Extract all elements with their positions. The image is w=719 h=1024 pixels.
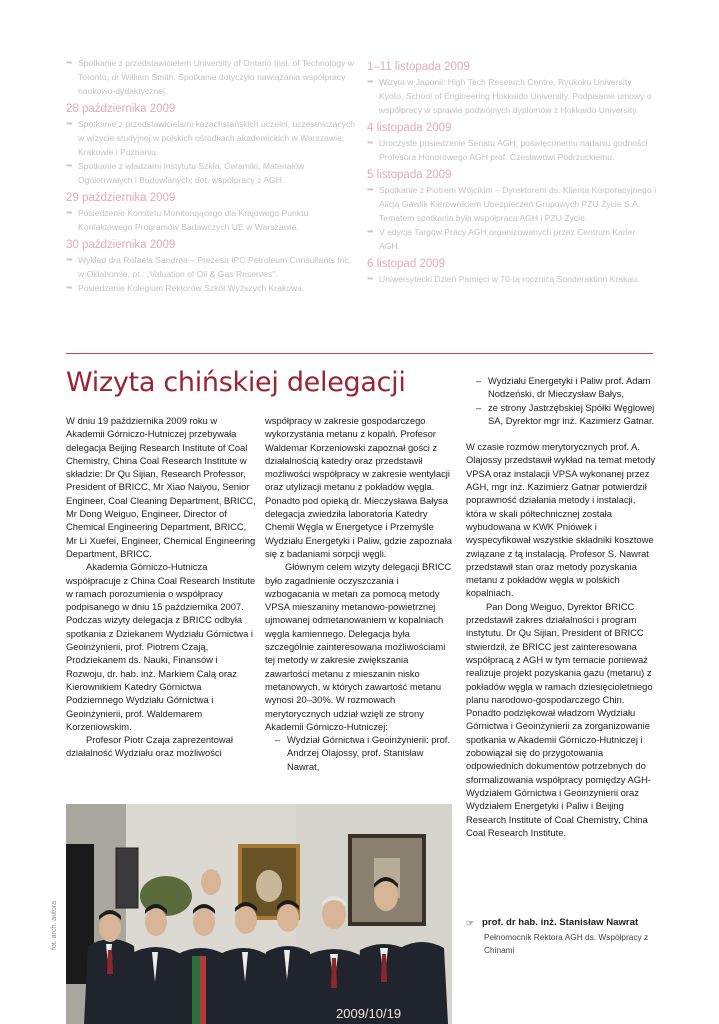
calendar-entry-text: Spotkanie z władzami Instytutu Szkła, Ceramiki, Materiałów Ogniotrwałych i Budowlanych; dot. współpracy z AGH.	[78, 161, 305, 185]
bullet-arrow-icon: ➥	[66, 58, 73, 67]
pointing-hand-icon: ☞	[466, 918, 475, 928]
author-role: Pełnomocnik Rektora AGH ds. Współpracy z Chinami	[484, 932, 649, 955]
calendar-right-column	[367, 56, 657, 286]
calendar-entry-text: Wykład dra Rafaela Sandrea – Prezesa IPC Petroleum Consultants Inc. w Oklahomie, pt.: „Valuation of Oil & Gas Reserves”.	[78, 255, 352, 279]
calendar-entry	[367, 183, 657, 225]
article-column-1	[66, 414, 256, 760]
participant-text: Wydziału Energetyki i Paliw prof. Adam Nodzeński, dr Mieczysław Bałys,	[488, 375, 651, 400]
article-column-3	[466, 374, 656, 839]
bullet-arrow-icon: ➥	[66, 208, 73, 217]
list-dash: –	[275, 734, 281, 746]
participant-list-item	[466, 401, 656, 428]
section-divider	[66, 353, 653, 354]
calendar-entry-text: Uroczyste posiedzenie Senatu AGH, poświęconemu nadaniu godności Profesora Honorowego AGH prof. Czesławowi Podrzuckiemu.	[379, 138, 648, 162]
calendar-entry-text: Spotkanie z przedstawicielem University of Ontario Inst. of Technology w Toronto, dr William Smith. Spotkanie dotyczyło nawiązania współpracy naukowo-dydaktycznej.	[78, 58, 354, 96]
calendar-date-heading: 28 października 2009	[66, 103, 176, 115]
bullet-arrow-icon: ➥	[367, 77, 374, 86]
calendar-entry	[66, 159, 356, 187]
article-title: Wizyta chińskiej delegacji	[66, 367, 406, 398]
calendar-entry-text: V edycja Targów Pracy AGH organizowanych przez Centrum Karier AGH.	[379, 227, 636, 251]
calendar-date-heading: 6 listopad 2009	[367, 258, 446, 270]
participant-list-item	[466, 374, 656, 401]
calendar-left-column	[66, 56, 356, 295]
article-paragraph: W czasie rozmów merytorycznych prof. A. Olajossy przedstawił wykład na temat metody VPSA oraz instalacji VPSA wykonanej przez AGH, mgr inż. Kazimierz Gatnar potwierdził poprawność działania metody i instalacji, która w skali półtechnicznej została wybudowana w KWK Pniówek i wyspecyfikował wszystkie składniki kosztowe związane z tą instalacją. Profesor S. Nawrat przedstawił stan oraz metody pozyskania metanu z pokładów węgla w polskich kopalniach.	[466, 441, 656, 599]
photo-date-stamp: 2009/10/19	[336, 1006, 402, 1021]
calendar-entry-text: Wizyta w Japonii: High Tech Research Centre, Ryukoku University Kyoto, School of Engineering Hokkaido University. Podpisanie umowy o współpracy w sprawie podwójnych dyplomów z Hokkaido University.	[379, 77, 652, 115]
calendar-entry	[367, 75, 657, 117]
calendar-date-heading: 30 października 2009	[66, 239, 176, 251]
participant-text: ze strony Jastrzębskiej Spółki Węglowej SA, Dyrektor mgr inż. Kazimierz Gatnar.	[488, 401, 655, 426]
calendar-entry	[66, 206, 356, 234]
calendar-entry	[66, 117, 356, 159]
article-paragraph: Pan Dong Weiguo, Dyrektor BRICC przedstawił zakres działalności i program instytutu. Dr Qu Sijian, President of BRICC stwierdził, że BRICC jest zainteresowana współpracą z AGH w tym temacie ponieważ realizuje projekt pozyskania gazu (metanu) z pokładów węgla w ramach dziesięcioletniego planu narodowo-gospodarczego Chin. Ponadto podziękował władzom Wydziału Górnictwa i Geoinżynierii za zorganizowanie spotkania w Akademii Górniczo-Hutniczej i zobowiązał się do przygotowania odpowiednich dokumentów potrzebnych do sformalizowania współpracy pomiędzy AGH-Wydziałem Górnictwa i Geoinżynierii oraz Wydziałem Energetyki i Paliw i Beijing Research Institute of Coal Chemistry, China Coal Research Institute.	[466, 600, 653, 838]
calendar-entry	[367, 225, 657, 253]
article-paragraph: Akademia Górniczo-Hutnicza współpracuje z China Coal Research Institute w ramach porozumienia o współpracy podpisanego w dniu 15 października 2007. Podczas wizyty delegacja z BRICC odbyła spotkania z Dziekanem Wydziału Górnictwa i Geoinżynierii, prof. Piotrem Czają, Prodziekanem ds. Nauki, Finansów i Rozwoju, dr. hab. inż. Markiem Calą oraz Kierownikiem Katedry Górnictwa Podziemnego Wydziału Górnictwa i Geoinżynierii, prof. Waldemarem Korzeniowskim.	[66, 561, 256, 732]
participant-text: Wydział Górnictwa i Geoinżynierii: prof. Andrzej Olajossy, prof. Stanisław Nawrat,	[287, 734, 450, 772]
author-signature	[466, 916, 666, 956]
calendar-date-heading: 29 października 2009	[66, 192, 176, 204]
bullet-arrow-icon: ➥	[367, 185, 374, 194]
bullet-arrow-icon: ➥	[367, 274, 374, 283]
photo-credit: fot. arch. autora	[51, 900, 58, 950]
bullet-arrow-icon: ➥	[367, 138, 374, 147]
list-dash: –	[476, 401, 482, 413]
calendar-entry-text: Posiedzenie Komitetu Monitorującego dla Krajowego Punktu Kontaktowego Programów Badawczych UE w Warszawie.	[78, 208, 309, 232]
article-paragraph: Profesor Piotr Czaja zaprezentował działalność Wydziału oraz możliwości	[66, 734, 233, 759]
calendar-entry	[367, 136, 657, 164]
bullet-arrow-icon: ➥	[367, 227, 374, 236]
participant-list-item	[265, 733, 455, 773]
bullet-arrow-icon: ➥	[66, 161, 73, 170]
author-name: prof. dr hab. inż. Stanisław Nawrat	[482, 917, 639, 928]
calendar-entry	[66, 253, 356, 281]
bullet-arrow-icon: ➥	[66, 119, 73, 128]
calendar-entry-text: Posiedzenie Kolegium Rektorów Szkół Wyższych Krakowa.	[78, 283, 305, 293]
calendar-entry-text: Spotkanie z Piotrem Wójcikim – Dyrektorem ds. Klienta Korporacyjnego i Alicją Gawlik Kierownikiem Ubezpieczeń Grupowych PZU Życie S.A. Tematem spotkania była współpraca AGH i PZU Życie.	[379, 185, 657, 223]
article-paragraph: W dniu 19 października 2009 roku w Akademii Górniczo-Hutniczej przebywała delegacja Beijing Research Institute of Coal Chemistry, China Coal Research Institute w składzie: Dr Qu Sijian, Research Professor, President of BRICC, Mr Xiao Naiyou, Senior Engineer, Coal Cleaning Department, BRICC, Mr Dong Weiguo, Engineer, Director of Chemical Engineering Department, BRICC, Mr Li Xuefei, Engineer, Chemical Engineering Department, BRICC.	[66, 415, 256, 559]
article-paragraph: współpracy w zakresie gospodarczego wykorzystania metanu z kopalń. Profesor Waldemar Korzeniowski zapoznał gości z działalnością katedry oraz przedstawił możliwości współpracy w zakresie wentylacji oraz utylizacji metanu z pokładów węgla. Ponadto pod opieką dr. Mieczysława Bałysa delegacja zwiedziła laboratoria Katedry Chemii Węgla w Energetyce i Przemyśle Wydziału Energetyki i Paliw, gdzie zapoznała się z badaniami sorpcji węgli.	[265, 415, 452, 559]
bullet-arrow-icon: ➥	[66, 283, 73, 292]
article-paragraph: Głównym celem wizyty delegacji BRICC było zagadnienie oczyszczania i wzbogacania w metan za pomocą metody VPSA mieszaniny metanowo-powietrznej ujmowanej odmetanowaniem w kopalniach węgla kamiennego. Delegacja była szczególnie zainteresowana możliwościami tej metody w zakresie zwiększania zawartości metanu z mieszanin nisko metanowych, w których zawartość metanu wynosi 20–30%. W rozmowach merytorycznych udział wzięli ze strony Akademii Górniczo-Hutniczej:	[265, 561, 452, 732]
article-column-2	[265, 414, 455, 773]
list-dash: –	[476, 375, 482, 386]
calendar-date-heading: 5 listopada 2009	[367, 169, 452, 181]
calendar-entry-text: Uniwersytecki Dzień Pamięci w 70-tą rocznicą Sonderaktion Krakau.	[379, 274, 640, 284]
calendar-entry-text: Spotkanie z przedstawicielami kazachstańskich uczelni, uczestniczących w wizycie studyjnej w polskich ośrodkach akademickich w Warszawie, Krakowie i Poznaniu.	[78, 119, 356, 157]
calendar-entry	[367, 272, 657, 286]
calendar-entry	[66, 56, 356, 98]
delegation-photo	[66, 804, 452, 1024]
calendar-entry	[66, 281, 356, 295]
calendar-date-heading: 4 listopada 2009	[367, 122, 452, 134]
bullet-arrow-icon: ➥	[66, 255, 73, 264]
calendar-date-heading: 1–11 listopada 2009	[367, 61, 470, 73]
